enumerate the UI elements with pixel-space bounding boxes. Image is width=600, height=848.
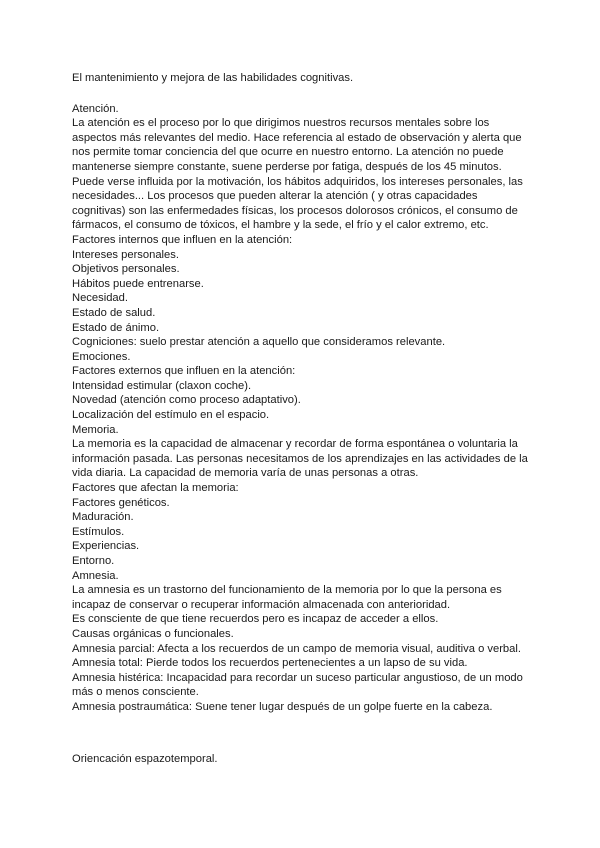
text-line: vida diaria. La capacidad de memoria varía de unas personas a otras. [72,467,419,480]
spacer [72,86,542,102]
text-line: mantenerse siempre constante, suene perderse por fatiga, después de los 45 minutos. [72,160,502,173]
document-body [72,102,542,715]
text-line: Amnesia. [72,569,119,582]
text-line: Maduración. [72,511,134,524]
spacer [72,715,542,752]
text-line: fármacos, el consumo de tóxicos, el hambre y la sede, el frío y el calor extremo, etc. [72,219,489,232]
section-heading-orientation: Oriencación espazotemporal. [72,752,218,765]
document-title: El mantenimiento y mejora de las habilidades cognitivas. [72,72,354,84]
text-line: Intereses personales. [72,248,179,261]
text-line: La memoria es la capacidad de almacenar y recordar de forma espontánea o voluntaria la [72,438,518,451]
document-page [72,71,542,766]
text-line: necesidades... Los procesos que pueden alterar la atención ( y otras capacidades [72,190,478,203]
text-line: Factores internos que influen en la atención: [72,233,293,246]
text-line: Puede verse influida por la motivación, los hábitos adquiridos, los intereses personales, las [72,175,523,188]
text-line: Amnesia parcial: Afecta a los recuerdos de un campo de memoria visual, auditiva o verbal. [72,642,521,655]
text-line: Emociones. [72,350,131,363]
text-line: Intensidad estimular (claxon coche). [72,379,252,392]
text-line: información pasada. Las personas necesitamos de los aprendizajes en las actividades de la [72,452,528,465]
text-line: Localización del estímulo en el espacio. [72,409,270,422]
text-line: nos permite tomar conciencia del que ocurre en nuestro entorno. La atención no puede [72,146,504,159]
text-line: Memoria. [72,423,119,436]
text-line: Amnesia histérica: Incapacidad para recordar un suceso particular angustioso, de un modo [72,671,523,684]
text-line: aspectos más relevantes del medio. Hace referencia al estado de observación y alerta que [72,131,522,144]
text-line: Estado de salud. [72,306,156,319]
text-line: Estímulos. [72,525,125,538]
text-line: incapaz de conservar o recuperar información almacenada con anterioridad. [72,598,451,611]
text-line: Cogniciones: suelo prestar atención a aquello que consideramos relevante. [72,336,446,349]
text-line: Factores genéticos. [72,496,170,509]
text-line: La amnesia es un trastorno del funcionamiento de la memoria por lo que la persona es [72,584,502,597]
text-line: Objetivos personales. [72,263,180,276]
text-line: Necesidad. [72,292,128,305]
text-line: Amnesia postraumática: Suene tener lugar después de un golpe fuerte en la cabeza. [72,700,493,713]
text-line: Estado de ánimo. [72,321,160,334]
text-line: Amnesia total: Pierde todos los recuerdos pertenecientes a un lapso de su vida. [72,657,468,670]
text-line: Causas orgánicas o funcionales. [72,627,234,640]
text-line: Atención. [72,102,119,115]
text-line: Es consciente de que tiene recuerdos pero es incapaz de acceder a ellos. [72,613,439,626]
text-line: Experiencias. [72,540,140,553]
text-line: cognitivas) son las enfermedades físicas, los procesos dolorosos crónicos, el consumo de [72,204,518,217]
text-line: Factores que afectan la memoria: [72,482,239,495]
text-line: Novedad (atención como proceso adaptativo). [72,394,301,407]
text-line: Entorno. [72,555,115,567]
text-line: Hábitos puede entrenarse. [72,277,204,290]
text-line: La atención es el proceso por lo que dirigimos nuestros recursos mentales sobre los [72,117,490,130]
text-line: Factores externos que influen en la atención: [72,365,296,378]
text-line: más o menos consciente. [72,686,199,699]
